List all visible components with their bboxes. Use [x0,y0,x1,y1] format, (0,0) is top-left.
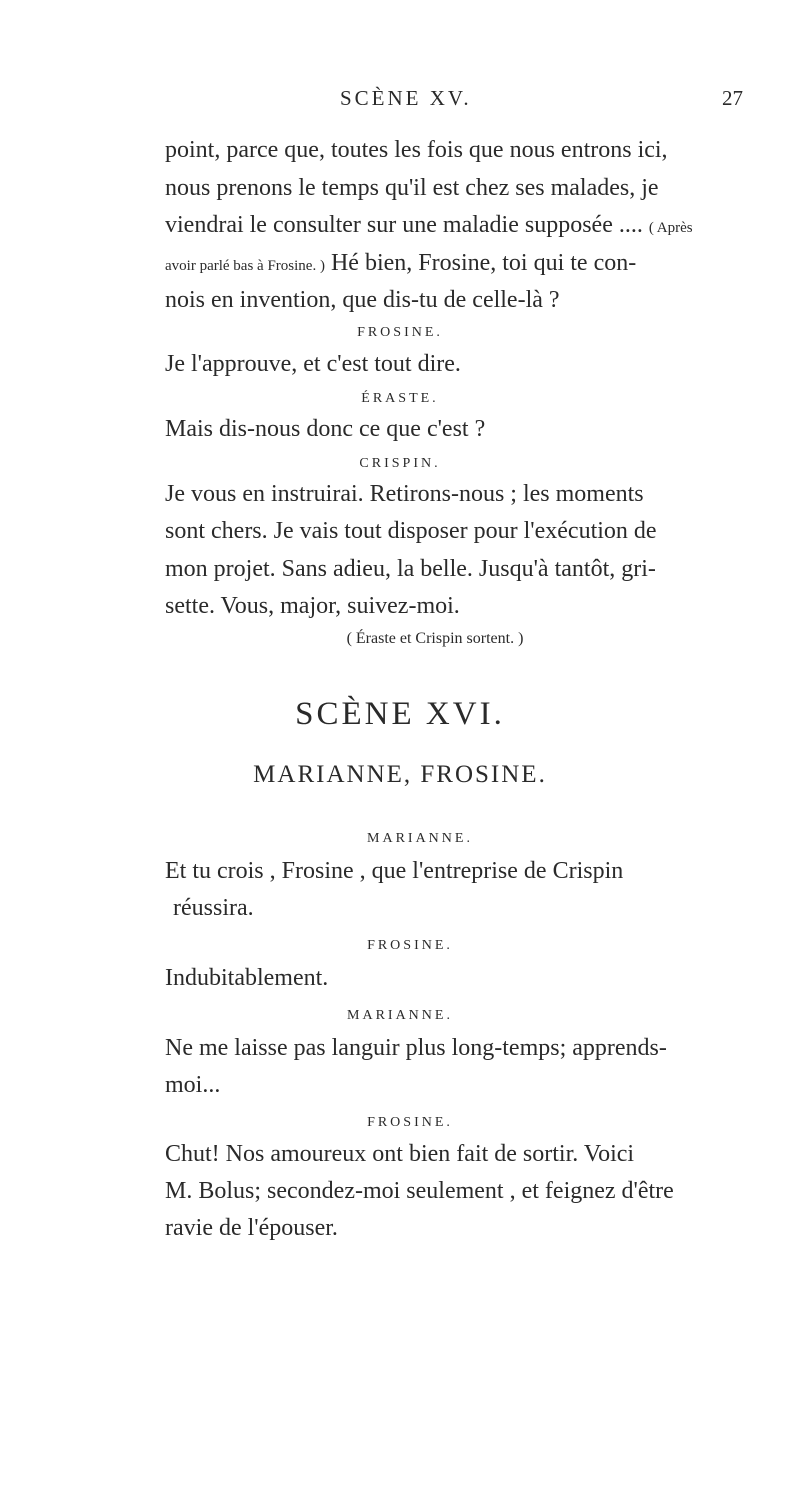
text-line: ravie de l'épouser. [165,1215,338,1241]
speaker-name: FROSINE. [367,1115,453,1130]
page-number: 27 [722,86,743,110]
text-line: Chut! Nos amoureux ont bien fait de sortir. Voici [165,1141,635,1167]
text-line: nois en invention, que dis-tu de celle-là ? [165,287,560,313]
running-title: SCÈNE XV. [340,86,472,110]
text-line [165,207,735,247]
stage-direction-inline: ( Après [648,220,693,236]
text-line [165,245,735,285]
text-line: Et tu crois , Frosine , que l'entreprise de Crispin [165,858,624,884]
text-line: sette. Vous, major, suivez-moi. [165,593,460,619]
text-fragment: Hé bien, Frosine, toi qui te con- [330,250,637,276]
speaker-name: ÉRASTE. [361,391,439,406]
text-line: Je vous en instruirai. Retirons-nous ; les moments [165,481,644,507]
scene-characters: MARIANNE, FROSINE. [253,761,547,788]
speaker-name: MARIANNE. [367,831,473,846]
speaker-name: FROSINE. [357,325,443,340]
text-fragment: viendrai le consulter sur une maladie supposée .... [165,212,643,238]
text-line: moi... [165,1072,221,1098]
text-line: sont chers. Je vais tout disposer pour l'exécution de [165,518,657,544]
speaker-name: CRISPIN. [359,456,441,471]
text-line: mon projet. Sans adieu, la belle. Jusqu'à tantôt, gri- [165,556,656,582]
running-header [0,86,800,116]
stage-direction: ( Éraste et Crispin sortent. ) [346,630,524,647]
text-line: M. Bolus; secondez-moi seulement , et feignez d'être [165,1178,674,1204]
scene-title: SCÈNE XVI. [295,696,505,732]
stage-direction-inline: avoir parlé bas à Frosine. ) [165,258,325,274]
speaker-name: FROSINE. [367,938,453,953]
text-line: Mais dis-nous donc ce que c'est ? [165,416,486,442]
text-line: nous prenons le temps qu'il est chez ses malades, je [165,175,659,201]
text-line: Indubitablement. [165,965,329,991]
text-line: réussira. [173,895,254,921]
text-line: Ne me laisse pas languir plus long-temps; apprends- [165,1035,667,1061]
text-line: Je l'approuve, et c'est tout dire. [165,351,461,377]
speaker-name: MARIANNE. [347,1008,453,1023]
text-line: point, parce que, toutes les fois que nous entrons ici, [165,137,668,163]
